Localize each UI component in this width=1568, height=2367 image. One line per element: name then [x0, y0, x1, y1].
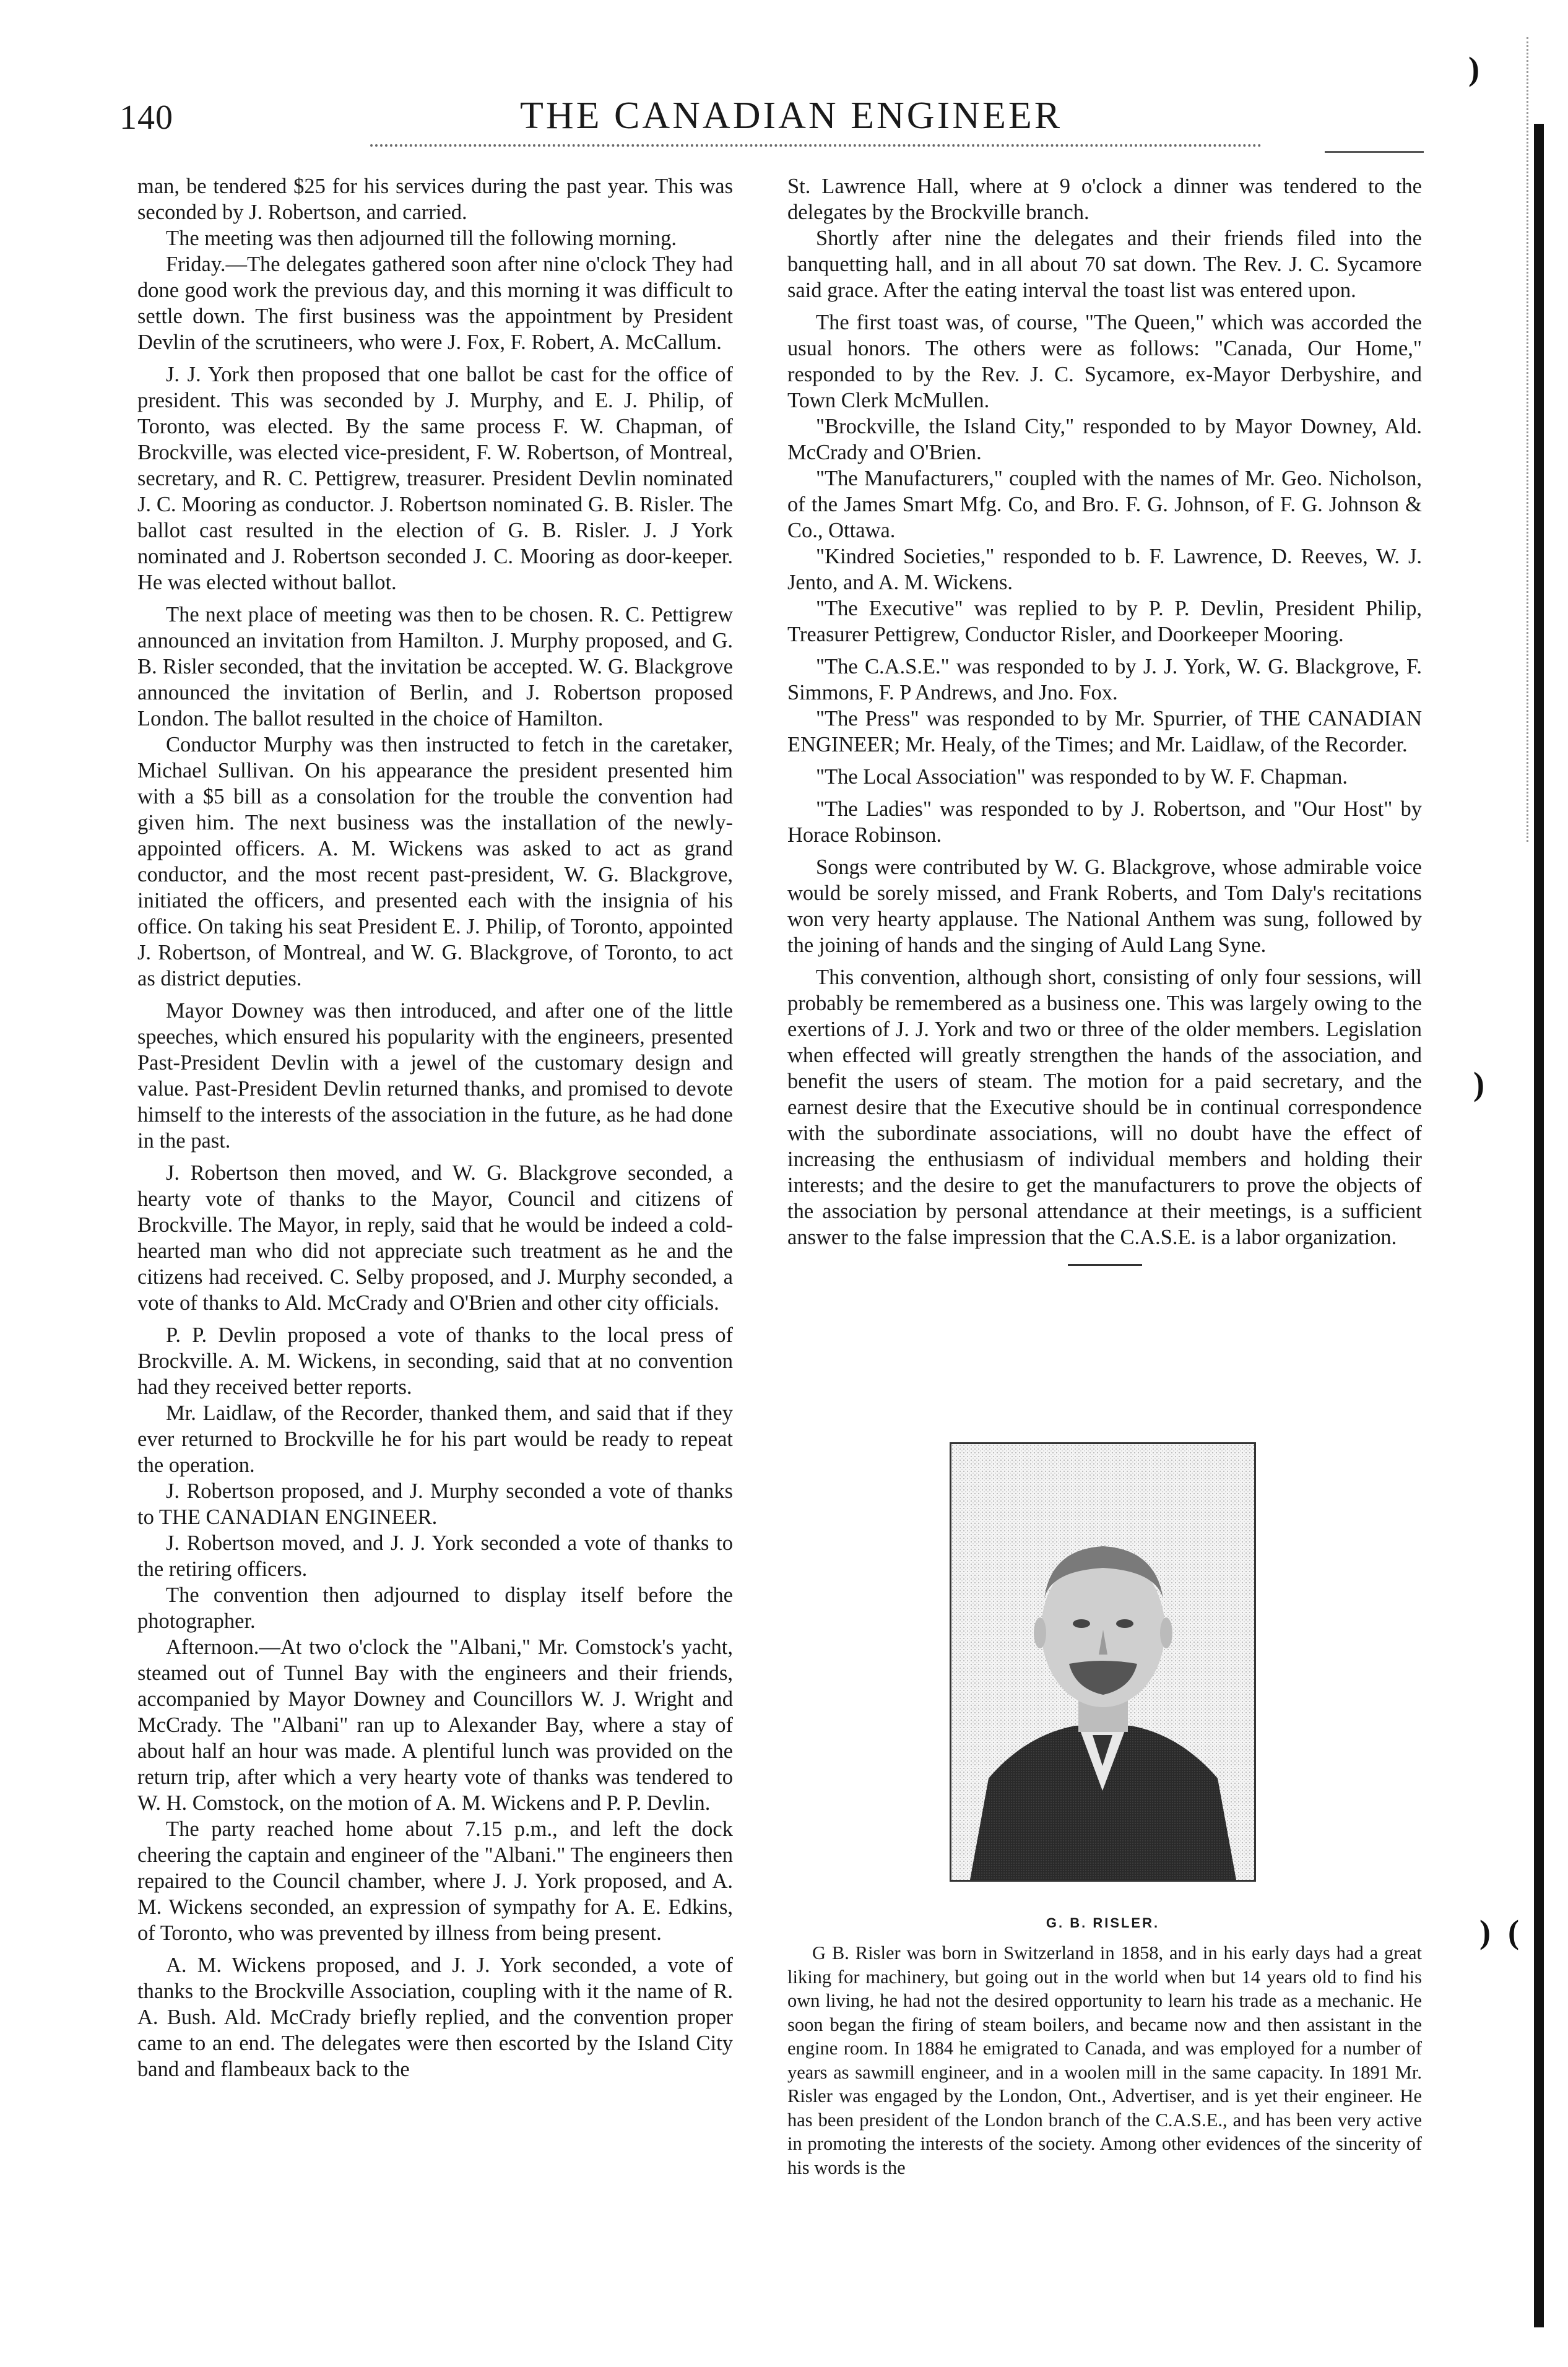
header-rule-short: [1325, 151, 1424, 153]
paragraph: Mayor Downey was then introduced, and after one of the little speeches, which ensured his popularity with the engineers, presented Past-President Devlin with a jewel of the customary design and value. Past-President Devlin returned thanks, and promised to devote himself to the interests of the association in the future, as he had done in the past.: [137, 999, 733, 1153]
paragraph: J. Robertson proposed, and J. Murphy seconded a vote of thanks to THE CANADIAN ENGINEER.: [137, 1479, 733, 1529]
paragraph: The meeting was then adjourned till the following morning.: [166, 227, 677, 250]
page-number: 140: [119, 98, 173, 137]
margin-mark: ): [1468, 50, 1479, 87]
margin-mark: (: [1508, 1913, 1519, 1950]
paragraph: G B. Risler was born in Switzerland in 1858, and in his early days had a great liking for machinery, but going out in the world when but 14 years old to find his own living, he had not the desired opportunity to learn his trade as a mechanic. He soon began the firing of steam boilers, and became now and then assistant in the engine room. In 1884 he emigrated to Canada, and was employed for a number of years as sawmill engineer, and in a woolen mill in the same capacity. In 1891 Mr. Risler was engaged by the London, Ont., Advertiser, and is yet their engineer. He has been president of the London branch of the C.A.S.E., and has been very active in promoting the interests of the society. Among other evidences of the sincerity of his words is the: [787, 1942, 1422, 2178]
paragraph: Mr. Laidlaw, of the Recorder, thanked them, and said that if they ever returned to Brockville he for his part would be ready to repeat the operation.: [137, 1401, 733, 1477]
paragraph: P. P. Devlin proposed a vote of thanks to the local press of Brockville. A. M. Wickens, in seconding, said that at no convention had they received better reports.: [137, 1323, 733, 1399]
margin-mark: ): [1479, 1913, 1491, 1950]
paragraph: "The C.A.S.E." was responded to by J. J. York, W. G. Blackgrove, F. Simmons, F. P Andrews, and Jno. Fox.: [787, 655, 1422, 704]
paragraph: Afternoon.—At two o'clock the "Albani," Mr. Comstock's yacht, steamed out of Tunnel Bay with the engineers and their friends, accompanied by Mayor Downey and Councillors W. J. Wright and McCrady. The "Albani" ran up to Alexander Bay, where a stay of about half an hour was made. A plentiful lunch was provided on the return trip, after which a very hearty vote of thanks was tendered to W. H. Comstock, on the motion of A. M. Wickens and P. P. Devlin.: [137, 1635, 733, 1815]
paragraph: "The Press" was responded to by Mr. Spurrier, of THE CANADIAN ENGINEER; Mr. Healy, of the Times; and Mr. Laidlaw, of the Recorder.: [787, 707, 1422, 756]
portrait-image: [950, 1442, 1256, 1882]
paragraph: Shortly after nine the delegates and their friends filed into the banquetting hall, and in all about 70 sat down. The Rev. J. C. Sycamore said grace. After the eating interval the toast list was entered upon.: [787, 227, 1422, 302]
portrait-engraving-icon: [951, 1444, 1254, 1880]
portrait-caption: G. B. RISLER.: [1046, 1915, 1160, 1931]
paragraph: "Brockville, the Island City," responded to by Mayor Downey, Ald. McCrady and O'Brien.: [787, 415, 1422, 464]
left-column: [137, 173, 733, 2082]
binding-spine: [1534, 124, 1544, 2327]
paragraph: Conductor Murphy was then instructed to fetch in the caretaker, Michael Sullivan. On his appearance the president presented him with a $5 bill as a consolation for the trouble the convention had given him. The next business was the installation of the newly-appointed officers. A. M. Wickens was asked to act as grand conductor, and the most recent past-president, W. G. Blackgrove, initiated the officers, and presented each with the insignia of his office. On taking his seat President E. J. Philip, of Toronto, appointed J. Robertson, of Montreal, and W. G. Blackgrove, of Toronto, to act as district deputies.: [137, 733, 733, 990]
margin-mark: ): [1473, 1065, 1484, 1102]
right-column: [787, 173, 1422, 1266]
biography: [787, 1941, 1422, 2179]
paragraph: Songs were contributed by W. G. Blackgrove, whose admirable voice would be sorely missed, and Frank Roberts, and Tom Daly's recitations won very hearty applause. The National Anthem was sung, followed by the joining of hands and the singing of Auld Lang Syne.: [787, 855, 1422, 957]
paragraph: The first toast was, of course, "The Queen," which was accorded the usual honors. The others were as follows: "Canada, Our Home," responded to by the Rev. J. C. Sycamore, ex-Mayor Derbyshire, and Town Clerk McMullen.: [787, 311, 1422, 412]
header-rule: [370, 144, 1262, 147]
paragraph: J. Robertson moved, and J. J. York seconded a vote of thanks to the retiring officers.: [137, 1531, 733, 1581]
paragraph: J. Robertson then moved, and W. G. Blackgrove seconded, a hearty vote of thanks to the Mayor, Council and citizens of Brockville. The Mayor, in reply, said that he would be indeed a cold-hearted man who did not appreciate such treatment as he and the citizens had received. C. Selby proposed, and J. Murphy seconded, a vote of thanks to Ald. McCrady and O'Brien and other city officials.: [137, 1161, 733, 1315]
section-divider: [1068, 1264, 1142, 1266]
paragraph: man, be tendered $25 for his services during the past year. This was seconded by J. Robertson, and carried.: [137, 175, 733, 224]
paragraph: Friday.—The delegates gathered soon after nine o'clock They had done good work the previous day, and this morning it was difficult to settle down. The first business was the appointment by President Devlin of the scrutineers, who were J. Fox, F. Robert, A. McCallum.: [137, 253, 733, 354]
paragraph: This convention, although short, consisting of only four sessions, will probably be remembered as a business one. This was largely owing to the exertions of J. J. York and two or three of the older members. Legislation when effected will greatly strengthen the hands of the association, and benefit the users of steam. The motion for a paid secretary, and the earnest desire that the Executive should be in continual correspondence with the subordinate associations, will no doubt have the effect of increasing the enthusiasm of individual members and holding their interests; and the desire to get the manufacturers to prove the objects of the association by personal attendance at their meetings, is a sufficient answer to the false impression that the C.A.S.E. is a labor organization.: [787, 966, 1422, 1249]
paragraph: St. Lawrence Hall, where at 9 o'clock a dinner was tendered to the delegates by the Brockville branch.: [787, 175, 1422, 224]
paragraph: "The Manufacturers," coupled with the names of Mr. Geo. Nicholson, of the James Smart Mfg. Co, and Bro. F. G. Johnson, of F. G. Johnson & Co., Ottawa.: [787, 467, 1422, 542]
paragraph: The party reached home about 7.15 p.m., and left the dock cheering the captain and engineer of the "Albani." The engineers then repaired to the Council chamber, where J. J. York proposed, and A. M. Wickens seconded, an expression of sympathy for A. E. Edkins, of Toronto, who was prevented by illness from being present.: [137, 1817, 733, 1945]
binding-dots: [1527, 37, 1528, 842]
paragraph: "The Executive" was replied to by P. P. Devlin, President Philip, Treasurer Pettigrew, Conductor Risler, and Doorkeeper Mooring.: [787, 597, 1422, 646]
paragraph: A. M. Wickens proposed, and J. J. York seconded, a vote of thanks to the Brockville Association, coupling with it the name of R. A. Bush. Ald. McCrady briefly replied, and the convention proper came to an end. The delegates were then escorted by the Island City band and flambeaux back to the: [137, 1954, 733, 2081]
paragraph: The next place of meeting was then to be chosen. R. C. Pettigrew announced an invitation from Hamilton. J. Murphy proposed, and G. B. Risler seconded, that the invitation be accepted. W. G. Blackgrove announced the invitation of Berlin, and J. Robertson proposed London. The ballot resulted in the choice of Hamilton.: [137, 603, 733, 730]
journal-title: THE CANADIAN ENGINEER: [520, 95, 1063, 137]
paragraph: The convention then adjourned to display itself before the photographer.: [137, 1583, 733, 1633]
paragraph: "The Local Association" was responded to by W. F. Chapman.: [816, 765, 1348, 789]
paragraph: J. J. York then proposed that one ballot be cast for the office of president. This was seconded by J. Murphy, and E. J. Philip, of Toronto, was elected. By the same process F. W. Chapman, of Brockville, was elected vice-president, F. W. Robertson, of Montreal, secretary, and R. C. Pettigrew, treasurer. President Devlin nominated J. C. Mooring as conductor. J. Robertson nominated G. B. Risler. The ballot cast resulted in the election of G. B. Risler. J. J York nominated and J. Robertson seconded J. C. Mooring as door-keeper. He was elected without ballot.: [137, 363, 733, 594]
paragraph: "Kindred Societies," responded to b. F. Lawrence, D. Reeves, W. J. Jento, and A. M. Wickens.: [787, 545, 1422, 594]
paragraph: "The Ladies" was responded to by J. Robertson, and "Our Host" by Horace Robinson.: [787, 797, 1422, 847]
